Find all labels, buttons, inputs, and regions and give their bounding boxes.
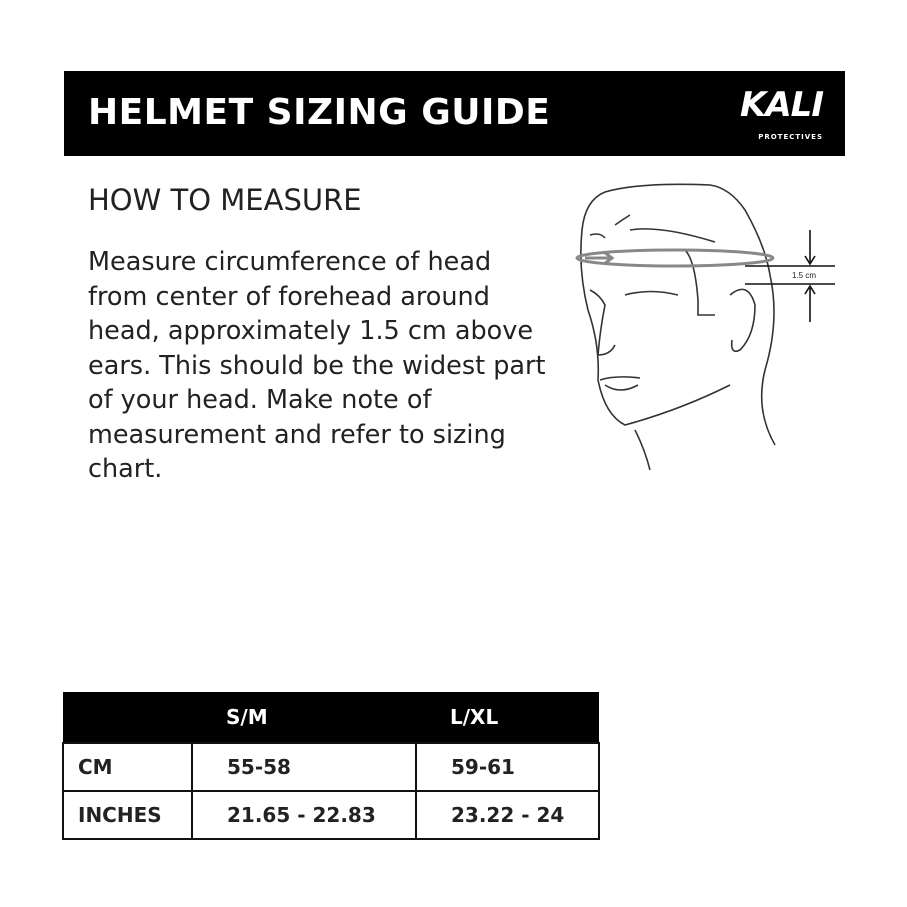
header-banner (64, 71, 845, 156)
logo-tagline: PROTECTIVES (758, 133, 823, 141)
table-header-row (63, 692, 599, 743)
cell-lxl: 59-61 (416, 743, 599, 791)
instructions-text: Measure circumference of head from center of forehead around head, approximately 1.5 cm above ears. This should be the widest part of your head. Make note of measurement and refer to sizing chart. (88, 247, 546, 484)
logo-wordmark: KALI (740, 85, 823, 125)
cell-lxl: 23.22 - 24 (416, 791, 599, 839)
column-header-lxl: L/XL (416, 692, 599, 743)
row-label: INCHES (63, 791, 192, 839)
table-row (63, 743, 599, 791)
kali-logo (703, 83, 823, 145)
table-row (63, 791, 599, 839)
page-title: HELMET SIZING GUIDE (88, 92, 551, 133)
how-to-measure-heading: HOW TO MEASURE (88, 183, 362, 217)
head-measurement-illustration (570, 170, 840, 470)
sizing-table (62, 692, 600, 840)
row-label: CM (63, 743, 192, 791)
measurement-label: 1.5 cm (792, 271, 817, 280)
cell-sm: 21.65 - 22.83 (192, 791, 416, 839)
column-header (63, 692, 192, 743)
column-header-sm: S/M (192, 692, 416, 743)
cell-sm: 55-58 (192, 743, 416, 791)
